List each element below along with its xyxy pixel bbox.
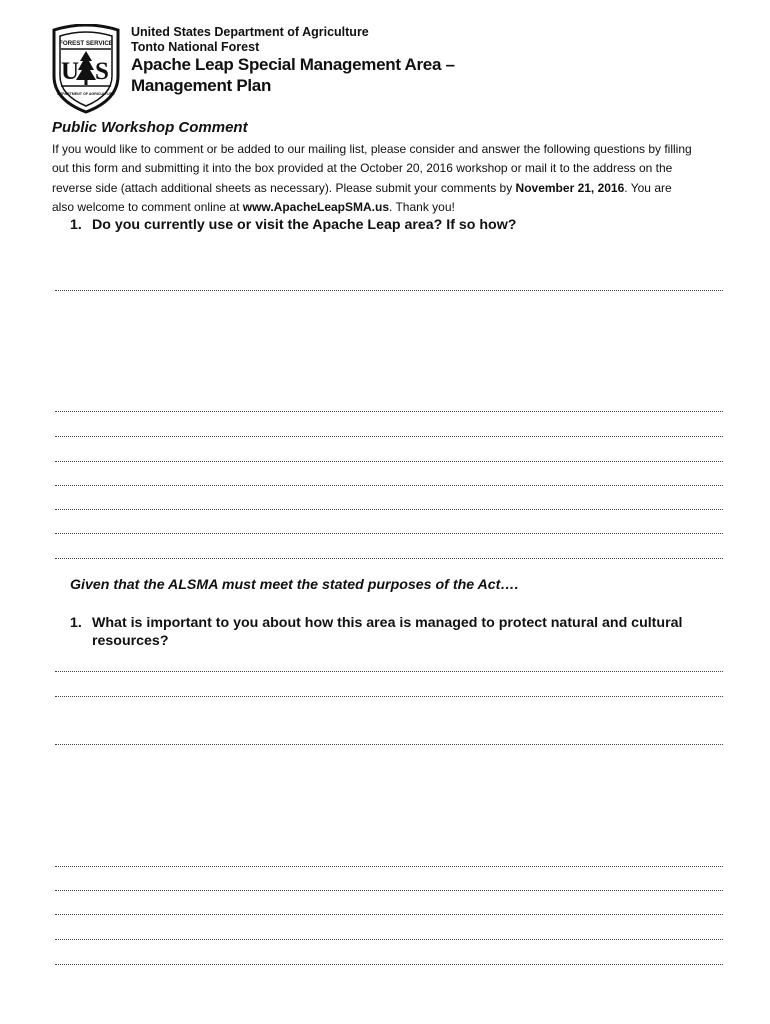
question-text: Do you currently use or visit the Apache Leap area? If so how? [92,217,517,233]
title-line-2: Management Plan [131,76,272,95]
answer-line[interactable] [55,461,723,462]
intro-line-3 [52,179,728,198]
section-title: Public Workshop Comment [52,119,248,136]
title-line-1: Apache Leap Special Management Area – [131,55,455,74]
logo-text-bottom: DEPARTMENT OF AGRICULTURE [57,92,115,96]
usfs-shield-logo [50,24,122,114]
question-1 [70,216,516,234]
answer-line[interactable] [55,866,723,867]
question-number: 1. [70,217,82,233]
intro-line-1: If you would like to comment or be added to our mailing list, please consider and answer the following questions by filling [52,142,692,156]
answer-line[interactable] [55,509,723,510]
section-subhead: Given that the ALSMA must meet the stated purposes of the Act…. [70,577,519,593]
page-title [131,54,455,96]
answer-line[interactable] [55,290,723,291]
answer-line[interactable] [55,696,723,697]
answer-line[interactable] [55,914,723,915]
question-line-2 [70,632,682,650]
question-text: What is important to you about how this area is managed to protect natural and cultural [92,615,683,631]
intro-text: . You are [624,180,672,195]
logo-text-top: FOREST SERVICE [59,40,113,47]
intro-paragraph [52,140,728,217]
forest-name: Tonto National Forest [131,40,260,54]
intro-text: . Thank you! [389,199,455,214]
intro-text: reverse side (attach additional sheets as necessary). Please submit your comments by [52,180,516,195]
question-2 [70,614,682,650]
agency-name: United States Department of Agriculture [131,25,369,39]
answer-line[interactable] [55,436,723,437]
deadline-date: November 21, 2016 [515,180,625,195]
answer-line[interactable] [55,964,723,965]
intro-line-2: out this form and submitting it into the box provided at the October 20, 2016 workshop or mail it to the address on the [52,161,673,176]
answer-line[interactable] [55,533,723,534]
intro-line-4 [52,198,728,217]
question-number: 1. [70,615,82,631]
intro-text: also welcome to comment online at [52,199,243,214]
question-text: resources? [92,633,169,649]
answer-line[interactable] [55,485,723,486]
question-line-1 [70,614,682,632]
logo-letter-left: U [60,58,80,85]
logo-letter-right: S [95,58,109,85]
answer-line[interactable] [55,890,723,891]
agency-block [131,25,369,55]
answer-line[interactable] [55,411,723,412]
answer-line[interactable] [55,939,723,940]
answer-line[interactable] [55,558,723,559]
website-link[interactable]: www.ApacheLeapSMA.us [242,199,390,214]
answer-line[interactable] [55,744,723,745]
answer-line[interactable] [55,671,723,672]
